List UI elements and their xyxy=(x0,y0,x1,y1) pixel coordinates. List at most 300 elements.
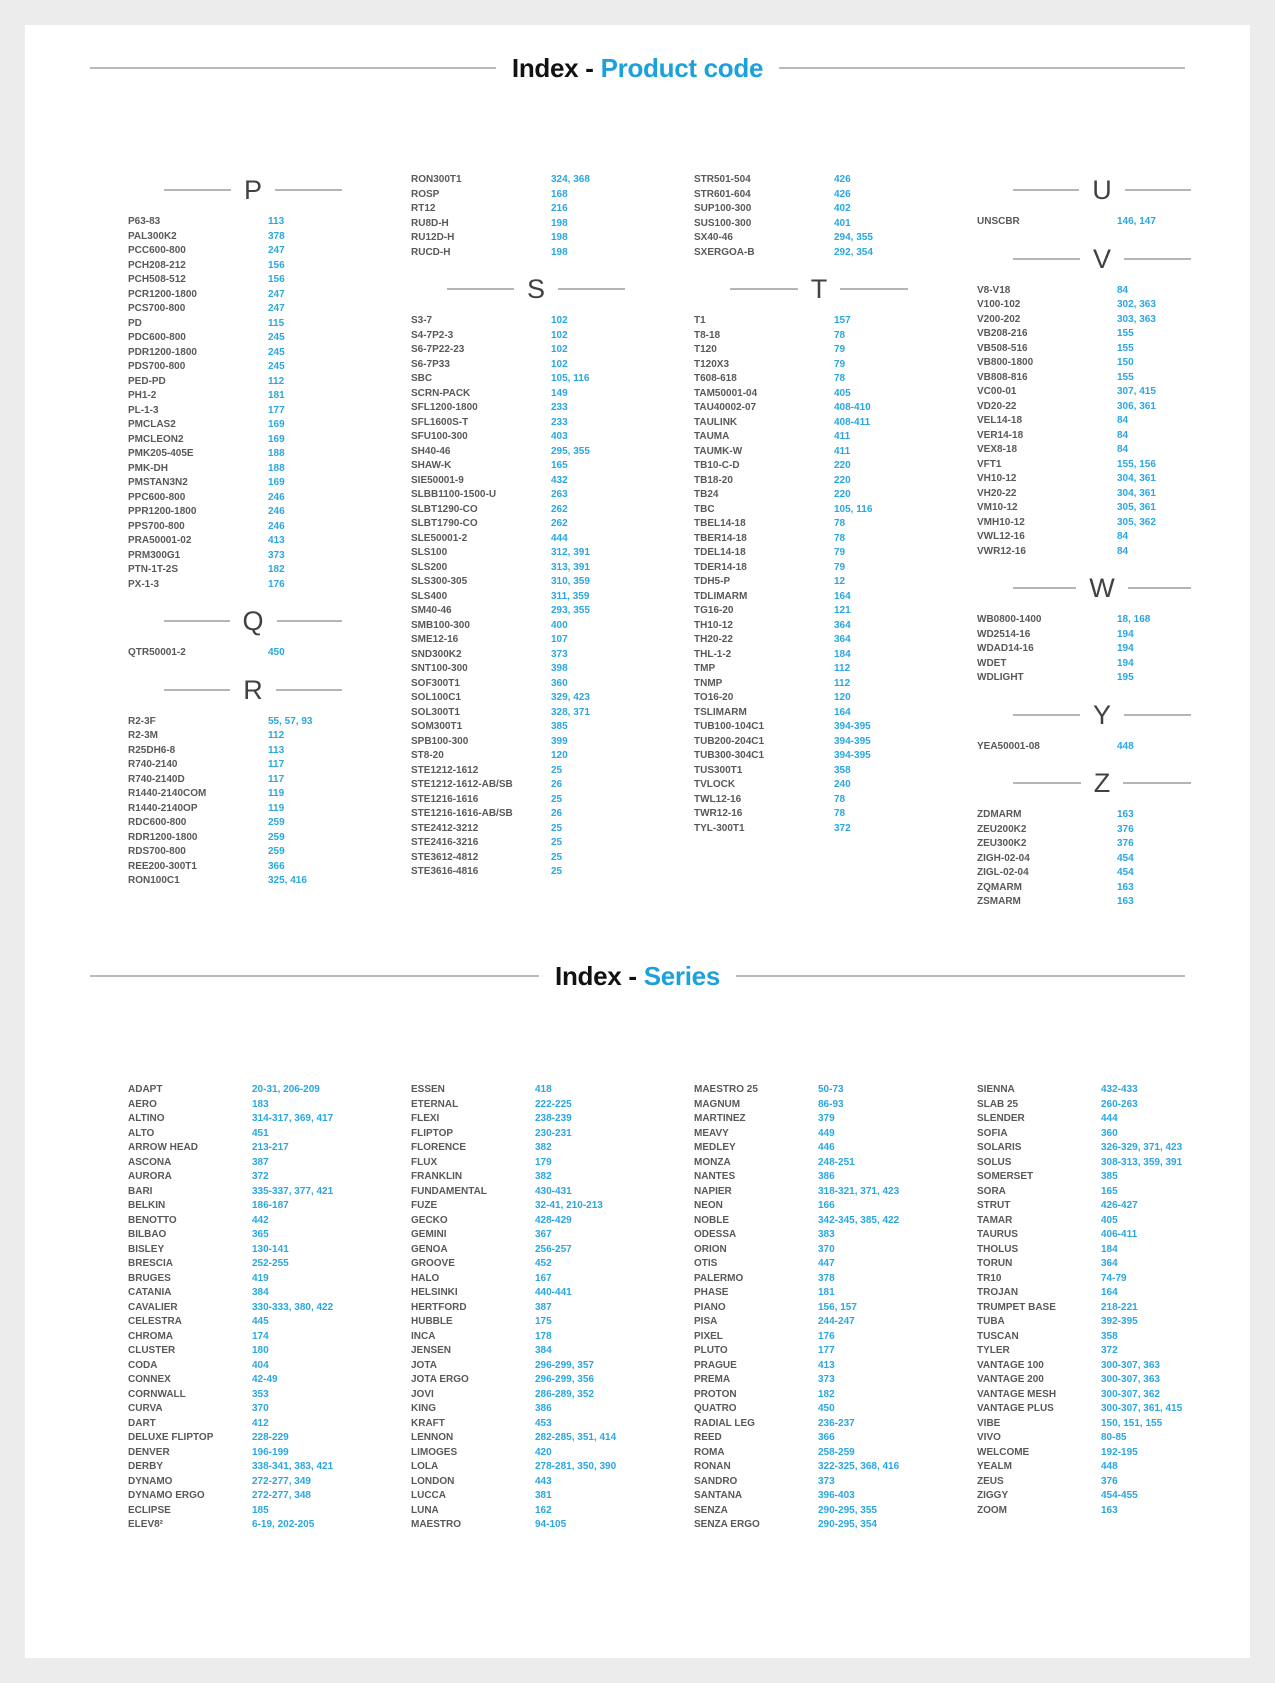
index-column-content xyxy=(128,177,378,889)
index-entry xyxy=(411,173,661,188)
entry-code: STE3616-4816 xyxy=(411,866,479,877)
entry-code: PCH208-212 xyxy=(128,259,186,271)
index-entry xyxy=(694,575,944,590)
index-entry xyxy=(977,414,1227,429)
index-entry xyxy=(977,1098,1227,1113)
entry-page-numbers: 300-307, 363 xyxy=(1101,1359,1160,1371)
entry-page-numbers: 195 xyxy=(1117,672,1134,683)
entry-page-numbers: 120 xyxy=(834,692,851,703)
entry-page-numbers: 300-307, 361, 415 xyxy=(1101,1403,1183,1414)
entry-code: ODESSA xyxy=(694,1229,737,1240)
index-entry xyxy=(128,1257,378,1272)
entry-page-numbers: 162 xyxy=(535,1504,552,1516)
index-entry xyxy=(128,646,378,661)
entry-code: SIENNA xyxy=(977,1084,1015,1095)
index-entry xyxy=(694,1301,944,1316)
index-entry xyxy=(977,1127,1227,1142)
entry-code: PPC600-800 xyxy=(128,491,186,503)
entry-code: CELESTRA xyxy=(128,1316,182,1327)
entry-code: VD20-22 xyxy=(977,400,1017,412)
index-entry xyxy=(694,430,944,445)
entry-code: BISLEY xyxy=(128,1243,165,1255)
index-entry xyxy=(977,516,1227,531)
entry-page-numbers: 168 xyxy=(551,188,568,200)
entry-page-numbers: 84 xyxy=(1117,545,1129,557)
entry-code: TAM50001-04 xyxy=(694,387,758,399)
entry-code: TUSCAN xyxy=(977,1330,1019,1342)
entry-page-numbers: 112 xyxy=(268,730,285,741)
entry-code: TMP xyxy=(694,663,716,674)
entry-code: PISA xyxy=(694,1316,718,1327)
entry-page-numbers: 186-187 xyxy=(252,1200,289,1211)
entry-code: ZIGGY xyxy=(977,1490,1009,1501)
entry-code: PX-1-3 xyxy=(128,578,160,590)
letter-header-y xyxy=(1013,699,1191,730)
entry-page-numbers: 176 xyxy=(818,1330,835,1342)
entry-page-numbers: 384 xyxy=(252,1287,269,1298)
entry-page-numbers: 20-31, 206-209 xyxy=(252,1084,320,1095)
index-entry xyxy=(977,313,1227,328)
index-entry xyxy=(411,691,661,706)
entry-page-numbers: 166 xyxy=(818,1200,835,1211)
entry-code: S6-7P33 xyxy=(411,358,450,370)
entry-page-numbers: 262 xyxy=(551,503,568,515)
entry-page-numbers: 247 xyxy=(268,303,285,314)
entry-page-numbers: 382 xyxy=(535,1142,552,1153)
entry-page-numbers: 164 xyxy=(1101,1287,1118,1298)
index-entry xyxy=(694,691,944,706)
index-entry xyxy=(411,1330,661,1345)
index-entry xyxy=(128,1417,378,1432)
index-entry xyxy=(694,1489,944,1504)
index-entry xyxy=(411,706,661,721)
entry-page-numbers: 55, 57, 93 xyxy=(268,715,313,727)
entry-page-numbers: 184 xyxy=(834,648,851,660)
entry-page-numbers: 304, 361 xyxy=(1117,473,1156,484)
entry-page-numbers: 385 xyxy=(1101,1171,1118,1182)
entry-code: LENNON xyxy=(411,1432,454,1443)
entry-page-numbers: 454 xyxy=(1117,852,1134,864)
index-entry xyxy=(411,1344,661,1359)
index-entry xyxy=(411,430,661,445)
entry-code: SORA xyxy=(977,1185,1006,1197)
index-entry xyxy=(411,1359,661,1374)
index-entry xyxy=(694,735,944,750)
entry-code: PROTON xyxy=(694,1388,737,1400)
letter-rule-right xyxy=(1125,189,1191,191)
entry-code: TB24 xyxy=(694,489,719,500)
index-column-content xyxy=(411,173,661,880)
entry-page-numbers: 78 xyxy=(834,793,846,805)
index-entry xyxy=(977,1257,1227,1272)
letter-header-v xyxy=(1013,243,1191,274)
index-entry xyxy=(411,372,661,387)
index-entry xyxy=(128,1315,378,1330)
index-entry xyxy=(694,202,944,217)
entry-code: LUCCA xyxy=(411,1490,446,1501)
index-entry xyxy=(977,327,1227,342)
index-entry xyxy=(411,749,661,764)
entry-code: PCC600-800 xyxy=(128,245,186,256)
entry-code: V8-V18 xyxy=(977,284,1011,296)
entry-page-numbers: 306, 361 xyxy=(1117,400,1156,412)
index-column xyxy=(128,1083,411,1533)
index-entry xyxy=(128,360,378,375)
letter-rule-right xyxy=(840,288,908,290)
entry-page-numbers: 163 xyxy=(1117,881,1134,893)
entry-code: TO16-20 xyxy=(694,692,734,703)
entry-code: P63-83 xyxy=(128,216,161,227)
entry-page-numbers: 240 xyxy=(834,779,851,790)
entry-code: GENOA xyxy=(411,1243,448,1255)
entry-page-numbers: 286-289, 352 xyxy=(535,1388,594,1400)
entry-code: BRESCIA xyxy=(128,1258,174,1269)
entry-code: TWL12-16 xyxy=(694,793,742,805)
entry-code: SOMERSET xyxy=(977,1171,1034,1182)
entry-page-numbers: 220 xyxy=(834,460,851,471)
entry-code: LONDON xyxy=(411,1475,455,1487)
entry-page-numbers: 213-217 xyxy=(252,1142,289,1153)
entry-page-numbers: 188 xyxy=(268,448,285,459)
index-entry xyxy=(411,517,661,532)
entry-code: FLORENCE xyxy=(411,1142,466,1153)
index-entry xyxy=(694,217,944,232)
entry-page-numbers: 370 xyxy=(818,1243,835,1255)
index-entry xyxy=(128,1504,378,1519)
index-entry xyxy=(694,173,944,188)
index-entry xyxy=(694,401,944,416)
entry-page-numbers: 290-295, 354 xyxy=(818,1519,877,1530)
index-entry xyxy=(694,1214,944,1229)
entry-page-numbers: 364 xyxy=(1101,1258,1118,1269)
letter-label: S xyxy=(527,274,546,304)
entry-page-numbers: 450 xyxy=(818,1403,835,1414)
index-column xyxy=(694,173,977,836)
index-entry xyxy=(128,1446,378,1461)
entry-code: FRANKLIN xyxy=(411,1171,463,1182)
index-entry xyxy=(128,505,378,520)
page xyxy=(25,25,1250,1658)
entry-code: FUZE xyxy=(411,1200,438,1211)
entry-code: NOBLE xyxy=(694,1214,729,1226)
entry-page-numbers: 192-195 xyxy=(1101,1446,1138,1458)
entry-page-numbers: 381 xyxy=(535,1490,552,1501)
entry-code: SOLUS xyxy=(977,1156,1012,1168)
entry-page-numbers: 181 xyxy=(268,390,285,401)
entry-page-numbers: 260-263 xyxy=(1101,1098,1138,1110)
letter-rule-left xyxy=(730,288,798,290)
entry-code: PTN-1T-2S xyxy=(128,564,179,575)
entry-code: JOVI xyxy=(411,1388,434,1400)
index-entry xyxy=(128,1344,378,1359)
index-entry xyxy=(128,1127,378,1142)
index-entry xyxy=(128,578,378,593)
entry-page-numbers: 405 xyxy=(1101,1214,1118,1226)
entry-page-numbers: 181 xyxy=(818,1287,835,1298)
index-entry xyxy=(977,657,1227,672)
entry-page-numbers: 42-49 xyxy=(252,1374,278,1385)
index-entry xyxy=(411,546,661,561)
entry-page-numbers: 84 xyxy=(1117,444,1129,455)
index-entry xyxy=(128,787,378,802)
entry-page-numbers: 305, 362 xyxy=(1117,516,1156,528)
index-entry xyxy=(977,1156,1227,1171)
index-entry xyxy=(128,1431,378,1446)
entry-code: TNMP xyxy=(694,677,723,689)
entry-page-numbers: 364 xyxy=(834,634,851,645)
index-entry xyxy=(694,604,944,619)
index-entry xyxy=(977,1402,1227,1417)
index-entry xyxy=(694,1170,944,1185)
index-entry xyxy=(694,1446,944,1461)
entry-page-numbers: 246 xyxy=(268,520,285,532)
entry-page-numbers: 155 xyxy=(1117,342,1134,354)
index-entry xyxy=(128,433,378,448)
index-entry xyxy=(694,532,944,547)
entry-code: LIMOGES xyxy=(411,1446,458,1458)
index-entry xyxy=(128,1272,378,1287)
entry-code: TYL-300T1 xyxy=(694,822,745,834)
entry-page-numbers: 86-93 xyxy=(818,1098,844,1110)
entry-page-numbers: 113 xyxy=(268,216,285,227)
index-entry xyxy=(977,1417,1227,1432)
index-entry xyxy=(411,778,661,793)
entry-code: TAUMK-W xyxy=(694,445,743,457)
entry-code: PCH508-512 xyxy=(128,274,186,285)
entry-page-numbers: 367 xyxy=(535,1229,552,1240)
index-entry xyxy=(411,1388,661,1403)
entry-code: TAUMA xyxy=(694,431,730,442)
letter-rule-right xyxy=(1124,258,1191,260)
index-entry xyxy=(694,1504,944,1519)
entry-code: TH20-22 xyxy=(694,634,733,645)
entry-code: PCS700-800 xyxy=(128,303,186,314)
index-column-content xyxy=(128,1083,378,1533)
entry-page-numbers: 408-410 xyxy=(834,402,871,413)
index-entry xyxy=(128,1460,378,1475)
entry-page-numbers: 304, 361 xyxy=(1117,487,1156,499)
entry-page-numbers: 419 xyxy=(252,1272,269,1284)
entry-code: SLBT1290-CO xyxy=(411,503,478,515)
letter-header-q xyxy=(164,608,342,634)
entry-code: STR501-504 xyxy=(694,174,751,185)
index-entry xyxy=(694,503,944,518)
index-entry xyxy=(694,561,944,576)
entry-code: R740-2140 xyxy=(128,759,178,770)
entry-page-numbers: 174 xyxy=(252,1330,269,1342)
index-entry xyxy=(694,1199,944,1214)
entry-page-numbers: 155 xyxy=(1117,371,1134,383)
entry-code: VC00-01 xyxy=(977,386,1017,397)
index-entry xyxy=(411,445,661,460)
entry-code: VER14-18 xyxy=(977,429,1024,441)
entry-page-numbers: 112 xyxy=(268,375,285,387)
entry-code: DENVER xyxy=(128,1446,170,1458)
index-entry xyxy=(411,231,661,246)
entry-code: ROSP xyxy=(411,188,440,200)
index-entry xyxy=(411,851,661,866)
index-entry xyxy=(411,503,661,518)
entry-code: TWR12-16 xyxy=(694,808,743,819)
entry-code: LOLA xyxy=(411,1461,439,1472)
entry-page-numbers: 372 xyxy=(834,822,851,834)
entry-page-numbers: 413 xyxy=(818,1359,835,1371)
entry-page-numbers: 314-317, 369, 417 xyxy=(252,1113,334,1124)
index-entry xyxy=(411,532,661,547)
entry-code: KRAFT xyxy=(411,1417,445,1429)
entry-page-numbers: 167 xyxy=(535,1272,552,1284)
entry-code: ESSEN xyxy=(411,1084,445,1095)
index-entry xyxy=(977,400,1227,415)
index-entry xyxy=(694,416,944,431)
entry-page-numbers: 178 xyxy=(535,1330,552,1342)
entry-code: PRM300G1 xyxy=(128,549,181,561)
entry-code: TR10 xyxy=(977,1272,1002,1284)
entry-code: TORUN xyxy=(977,1258,1013,1269)
entry-page-numbers: 196-199 xyxy=(252,1446,289,1458)
entry-page-numbers: 105, 116 xyxy=(551,373,590,384)
index-entry xyxy=(411,1489,661,1504)
entry-code: RT12 xyxy=(411,203,436,214)
entry-page-numbers: 79 xyxy=(834,344,846,355)
entry-code: SHAW-K xyxy=(411,460,452,471)
entry-page-numbers: 430-431 xyxy=(535,1185,572,1197)
index-entry xyxy=(694,1475,944,1490)
entry-code: WELCOME xyxy=(977,1446,1030,1458)
entry-page-numbers: 165 xyxy=(1101,1185,1118,1197)
entry-page-numbers: 300-307, 362 xyxy=(1101,1388,1160,1400)
entry-page-numbers: 252-255 xyxy=(252,1258,289,1269)
index-entry xyxy=(694,648,944,663)
index-entry xyxy=(411,314,661,329)
entry-page-numbers: 444 xyxy=(551,532,568,544)
entry-code: SIE50001-9 xyxy=(411,474,464,486)
entry-code: HALO xyxy=(411,1272,440,1284)
index-entry xyxy=(128,389,378,404)
entry-code: RDR1200-1800 xyxy=(128,831,198,843)
index-entry xyxy=(694,1344,944,1359)
index-column xyxy=(411,173,694,880)
entry-code: PDR1200-1800 xyxy=(128,346,197,358)
entry-code: FLEXI xyxy=(411,1113,440,1124)
index-entry xyxy=(977,1330,1227,1345)
entry-page-numbers: 426 xyxy=(834,188,851,200)
entry-code: STE2416-3216 xyxy=(411,837,479,848)
letter-rule-right xyxy=(558,288,625,290)
entry-code: QTR50001-2 xyxy=(128,647,186,658)
entry-code: PH1-2 xyxy=(128,390,157,401)
entry-page-numbers: 329, 423 xyxy=(551,692,590,703)
entry-code: SXERGOA-B xyxy=(694,246,755,258)
title-prefix: Index - xyxy=(511,52,594,83)
entry-page-numbers: 163 xyxy=(1101,1504,1118,1516)
entry-page-numbers: 365 xyxy=(252,1229,269,1240)
entry-code: S6-7P22-23 xyxy=(411,344,465,355)
entry-code: TUB100-104C1 xyxy=(694,721,765,732)
entry-page-numbers: 80-85 xyxy=(1101,1432,1127,1443)
index-entry xyxy=(694,1431,944,1446)
index-entry xyxy=(411,1417,661,1432)
entry-code: V100-102 xyxy=(977,299,1021,310)
index-entry xyxy=(128,1185,378,1200)
index-column xyxy=(411,1083,694,1533)
entry-code: SLS200 xyxy=(411,561,448,573)
entry-page-numbers: 292, 354 xyxy=(834,246,873,258)
entry-page-numbers: 121 xyxy=(834,605,851,616)
entry-code: T1 xyxy=(694,315,706,326)
index-entry xyxy=(977,545,1227,560)
entry-code: FUNDAMENTAL xyxy=(411,1185,487,1197)
letter-rule-left xyxy=(164,620,230,622)
letter-label: Z xyxy=(1093,768,1111,798)
entry-page-numbers: 396-403 xyxy=(818,1490,855,1501)
entry-page-numbers: 79 xyxy=(834,547,846,558)
entry-code: VH10-12 xyxy=(977,473,1017,484)
entry-code: TG16-20 xyxy=(694,605,734,616)
entry-code: NANTES xyxy=(694,1171,736,1182)
entry-page-numbers: 403 xyxy=(551,431,568,442)
index-entry xyxy=(411,648,661,663)
entry-page-numbers: 247 xyxy=(268,288,285,300)
index-entry xyxy=(128,244,378,259)
entry-code: VEX8-18 xyxy=(977,444,1018,455)
entry-code: BENOTTO xyxy=(128,1214,177,1226)
entry-page-numbers: 379 xyxy=(818,1113,835,1124)
entry-page-numbers: 198 xyxy=(551,232,568,243)
entry-code: TUB200-204C1 xyxy=(694,735,765,747)
entry-code: VB208-216 xyxy=(977,328,1028,339)
index-entry xyxy=(694,1098,944,1113)
index-entry xyxy=(128,802,378,817)
entry-code: SLENDER xyxy=(977,1113,1025,1124)
index-entry xyxy=(411,1228,661,1243)
index-entry xyxy=(977,215,1227,230)
entry-page-numbers: 245 xyxy=(268,346,285,358)
entry-page-numbers: 185 xyxy=(252,1504,269,1516)
entry-page-numbers: 25 xyxy=(551,764,563,776)
entry-code: TAMAR xyxy=(977,1214,1013,1226)
entry-code: ECLIPSE xyxy=(128,1504,171,1516)
index-entry xyxy=(128,845,378,860)
index-entry xyxy=(977,284,1227,299)
index-entry xyxy=(411,1185,661,1200)
index-entry xyxy=(977,487,1227,502)
entry-code: SOL100C1 xyxy=(411,692,462,703)
entry-code: FLIPTOP xyxy=(411,1127,454,1139)
entry-code: SCRN-PACK xyxy=(411,387,471,399)
entry-page-numbers: 263 xyxy=(551,489,568,500)
index-entry xyxy=(128,773,378,788)
index-entry xyxy=(411,416,661,431)
entry-code: STRUT xyxy=(977,1200,1011,1211)
entry-page-numbers: 156 xyxy=(268,259,285,271)
entry-code: VB800-1800 xyxy=(977,357,1034,368)
title-prefix: Index - xyxy=(555,960,637,991)
entry-code: PMK-DH xyxy=(128,462,168,474)
index-entry xyxy=(694,1185,944,1200)
entry-page-numbers: 426 xyxy=(834,174,851,185)
entry-page-numbers: 179 xyxy=(535,1156,552,1168)
entry-page-numbers: 112 xyxy=(834,677,851,689)
entry-page-numbers: 386 xyxy=(535,1403,552,1414)
index-entry xyxy=(694,1243,944,1258)
index-entry xyxy=(694,387,944,402)
index-entry xyxy=(977,429,1227,444)
entry-code: HUBBLE xyxy=(411,1316,453,1327)
index-entry xyxy=(128,462,378,477)
index-entry xyxy=(411,1373,661,1388)
entry-page-numbers: 307, 415 xyxy=(1117,386,1156,397)
